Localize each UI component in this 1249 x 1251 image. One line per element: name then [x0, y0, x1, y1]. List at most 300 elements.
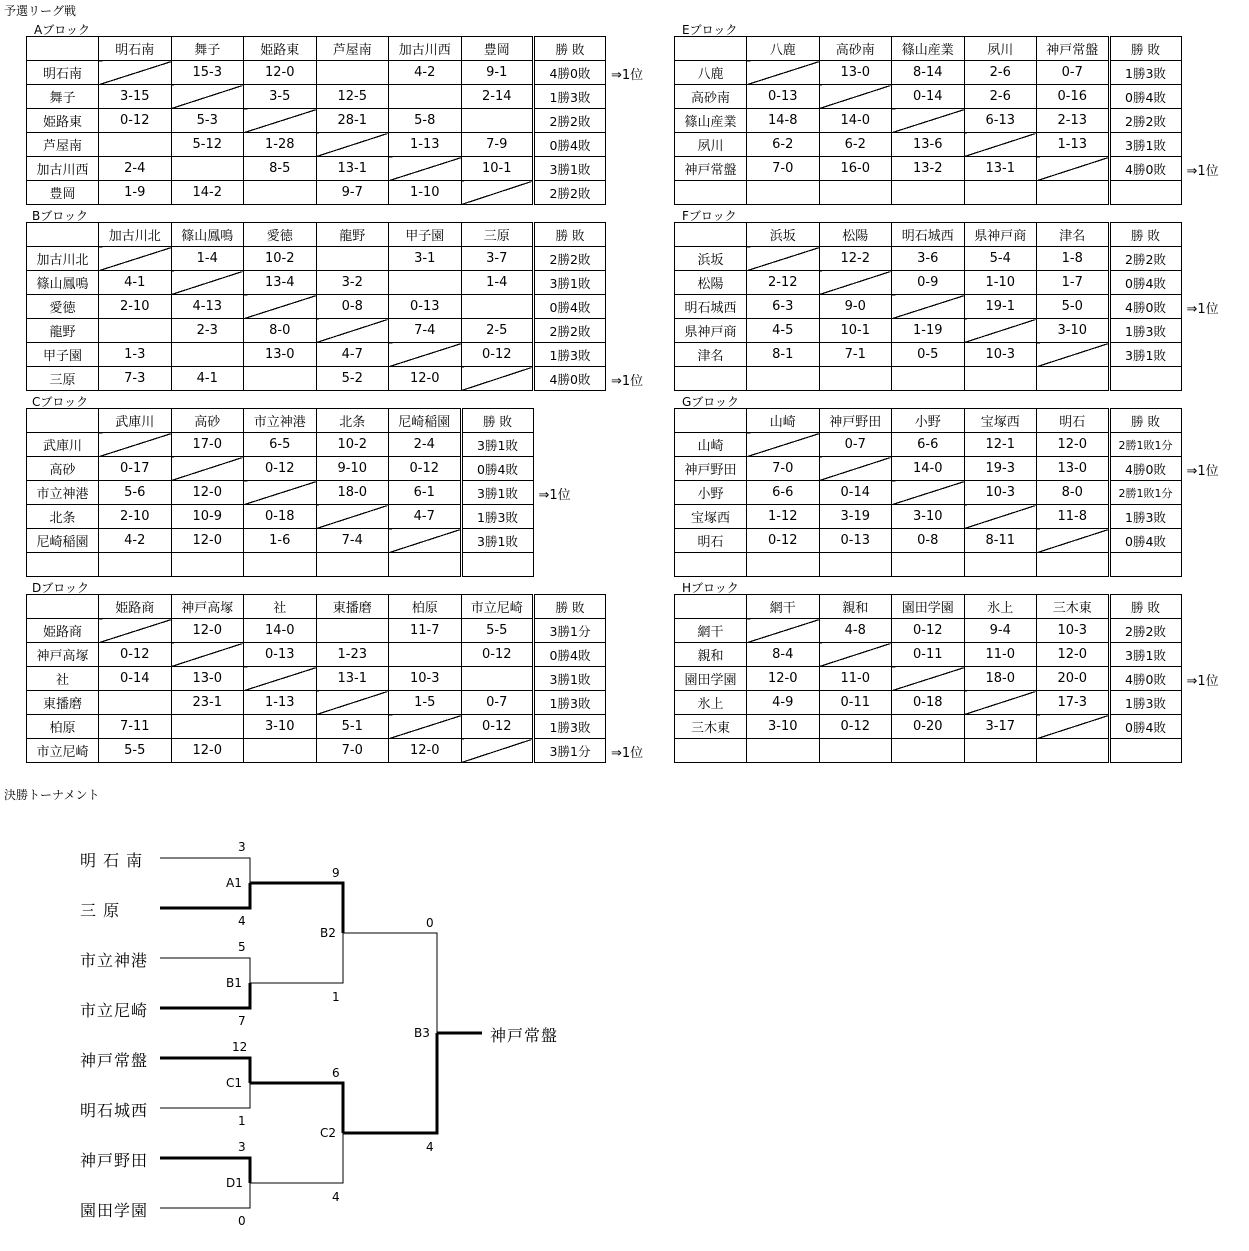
score-cell: 10-3 — [964, 481, 1037, 505]
row-team-name: 明石 — [675, 529, 747, 553]
score-cell: 4-5 — [747, 319, 820, 343]
record-cell: 1勝3敗 — [1109, 61, 1181, 85]
row-team-name: 東播磨 — [27, 691, 99, 715]
row-team-name: 高砂南 — [675, 85, 747, 109]
row-team-name: 網干 — [675, 619, 747, 643]
score-cell: 3-7 — [461, 247, 534, 271]
first-place-note: ⇒1位 — [1186, 164, 1219, 179]
score-cell: 10-3 — [1037, 619, 1110, 643]
record-cell: 4勝0敗 — [534, 61, 606, 85]
score-cell: 7-0 — [747, 157, 820, 181]
match-score: 4 — [238, 914, 246, 928]
row-team-name: 高砂 — [27, 457, 99, 481]
record-cell: 3勝1敗 — [534, 157, 606, 181]
row-team-name: 豊岡 — [27, 181, 99, 205]
column-header: 夙川 — [964, 37, 1037, 61]
score-cell: 7-11 — [99, 715, 172, 739]
score-cell: 10-2 — [244, 247, 317, 271]
score-cell: 5-1 — [316, 715, 389, 739]
column-header: 篠山産業 — [892, 37, 965, 61]
score-cell: 1-5 — [389, 691, 462, 715]
row-team-name: 小野 — [675, 481, 747, 505]
score-cell: 6-6 — [747, 481, 820, 505]
record-cell: 2勝2敗 — [534, 181, 606, 205]
row-team-name: 社 — [27, 667, 99, 691]
score-cell: 0-12 — [747, 529, 820, 553]
record-cell: 1勝3敗 — [461, 505, 533, 529]
score-cell: 14-0 — [892, 457, 965, 481]
record-cell: 2勝2敗 — [1109, 619, 1181, 643]
row-team-name: 甲子園 — [27, 343, 99, 367]
score-cell: 5-0 — [1037, 295, 1110, 319]
match-score: 7 — [238, 1014, 246, 1028]
score-cell: 16-0 — [819, 157, 892, 181]
match-score: 3 — [238, 1140, 246, 1154]
score-cell: 0-12 — [461, 715, 534, 739]
row-team-name: 北条 — [27, 505, 99, 529]
row-team-name: 松陽 — [675, 271, 747, 295]
score-cell: 3-5 — [244, 85, 317, 109]
match-score: 0 — [238, 1214, 246, 1228]
column-header: 豊岡 — [461, 37, 534, 61]
row-team-name: 篠山鳳鳴 — [27, 271, 99, 295]
record-cell: 1勝3敗 — [1109, 319, 1181, 343]
score-cell: 0-5 — [892, 343, 965, 367]
score-cell: 12-1 — [964, 433, 1037, 457]
score-cell: 19-1 — [964, 295, 1037, 319]
score-cell: 2-12 — [747, 271, 820, 295]
row-team-name: 神戸常盤 — [675, 157, 747, 181]
score-cell: 6-6 — [892, 433, 965, 457]
record-cell: 2勝2敗 — [534, 319, 606, 343]
match-score: 5 — [238, 940, 246, 954]
column-header: 神戸高塚 — [171, 595, 244, 619]
record-cell: 4勝0敗 — [1109, 457, 1181, 481]
match-score: 4 — [426, 1140, 434, 1154]
record-cell: 4勝0敗 — [1109, 667, 1181, 691]
first-place-note: ⇒1位 — [611, 374, 644, 389]
match-score: 9 — [332, 866, 340, 880]
bracket-line — [250, 933, 343, 983]
record-header: 勝 敗 — [1109, 37, 1181, 61]
score-cell: 0-7 — [819, 433, 892, 457]
column-header: 尼崎稲園 — [389, 409, 462, 433]
match-score: 12 — [232, 1040, 248, 1054]
record-cell: 0勝4敗 — [534, 133, 606, 157]
score-cell: 11-0 — [964, 643, 1037, 667]
first-place-note: ⇒1位 — [1186, 302, 1219, 317]
score-cell: 12-0 — [389, 739, 462, 763]
record-cell: 2勝1敗1分 — [1109, 433, 1181, 457]
column-header: 愛徳 — [244, 223, 317, 247]
row-team-name: 加古川北 — [27, 247, 99, 271]
score-cell: 1-8 — [1037, 247, 1110, 271]
tournament-team: 神戸野田 — [80, 1151, 149, 1170]
row-team-name: 市立神港 — [27, 481, 99, 505]
score-cell: 0-14 — [99, 667, 172, 691]
score-cell: 1-23 — [316, 643, 389, 667]
score-cell: 6-1 — [389, 481, 462, 505]
score-cell: 18-0 — [964, 667, 1037, 691]
score-cell: 6-2 — [819, 133, 892, 157]
first-place-note: ⇒1位 — [1186, 674, 1219, 689]
score-cell: 18-0 — [316, 481, 389, 505]
score-cell: 20-0 — [1037, 667, 1110, 691]
score-cell: 0-12 — [99, 109, 172, 133]
score-cell: 12-2 — [819, 247, 892, 271]
column-header: 高砂南 — [819, 37, 892, 61]
row-team-name: 篠山産業 — [675, 109, 747, 133]
score-cell: 9-4 — [964, 619, 1037, 643]
score-cell: 5-3 — [171, 109, 244, 133]
score-cell: 4-2 — [99, 529, 172, 553]
row-team-name: 津名 — [675, 343, 747, 367]
record-cell: 3勝1敗 — [461, 481, 533, 505]
score-cell: 0-7 — [1037, 61, 1110, 85]
score-cell: 7-1 — [819, 343, 892, 367]
first-place-note: ⇒1位 — [611, 746, 644, 761]
score-cell: 8-14 — [892, 61, 965, 85]
match-label: B1 — [226, 976, 242, 990]
score-cell: 1-4 — [461, 271, 534, 295]
column-header: 県神戸商 — [964, 223, 1037, 247]
score-cell: 8-4 — [747, 643, 820, 667]
bracket-line — [250, 1133, 343, 1183]
score-cell: 8-5 — [244, 157, 317, 181]
first-place-note: ⇒1位 — [1186, 464, 1219, 479]
score-cell: 3-17 — [964, 715, 1037, 739]
match-label: C1 — [226, 1076, 243, 1090]
score-cell: 2-4 — [389, 433, 462, 457]
score-cell: 1-19 — [892, 319, 965, 343]
column-header: 市立神港 — [244, 409, 317, 433]
score-cell: 4-2 — [389, 61, 462, 85]
score-cell: 28-1 — [316, 109, 389, 133]
block-title-b: Bブロック — [32, 209, 88, 223]
record-cell: 4勝0敗 — [1109, 157, 1181, 181]
score-cell: 12-0 — [1037, 433, 1110, 457]
row-team-name: 武庫川 — [27, 433, 99, 457]
match-score: 1 — [332, 990, 340, 1004]
score-cell: 3-15 — [99, 85, 172, 109]
row-team-name: 宝塚西 — [675, 505, 747, 529]
score-cell: 8-11 — [964, 529, 1037, 553]
record-cell: 0勝4敗 — [534, 295, 606, 319]
score-cell: 7-3 — [99, 367, 172, 391]
score-cell: 11-0 — [819, 667, 892, 691]
score-cell: 0-12 — [389, 457, 462, 481]
score-cell: 10-3 — [389, 667, 462, 691]
record-cell: 1勝3敗 — [1109, 505, 1181, 529]
match-label: B2 — [320, 926, 336, 940]
score-cell: 4-9 — [747, 691, 820, 715]
row-team-name: 三木東 — [675, 715, 747, 739]
score-cell: 0-8 — [892, 529, 965, 553]
column-header: 宝塚西 — [964, 409, 1037, 433]
block-title-c: Cブロック — [32, 395, 89, 409]
tournament-team: 明 石 南 — [80, 851, 144, 870]
score-cell: 2-10 — [99, 295, 172, 319]
score-cell: 0-13 — [244, 643, 317, 667]
column-header: 八鹿 — [747, 37, 820, 61]
column-header: 市立尼崎 — [461, 595, 534, 619]
record-cell: 3勝1敗 — [1109, 343, 1181, 367]
record-header: 勝 敗 — [1109, 595, 1181, 619]
score-cell: 11-8 — [1037, 505, 1110, 529]
column-header: 北条 — [316, 409, 389, 433]
score-cell: 5-5 — [99, 739, 172, 763]
record-cell: 1勝3敗 — [534, 691, 606, 715]
column-header: 龍野 — [316, 223, 389, 247]
score-cell: 2-14 — [461, 85, 534, 109]
score-cell: 0-7 — [461, 691, 534, 715]
match-label: D1 — [226, 1176, 243, 1190]
column-header: 親和 — [819, 595, 892, 619]
column-header: 津名 — [1037, 223, 1110, 247]
score-cell: 14-8 — [747, 109, 820, 133]
column-header: 東播磨 — [316, 595, 389, 619]
tournament-team: 三 原 — [80, 901, 121, 920]
block-title-a: Aブロック — [34, 23, 90, 37]
score-cell: 9-7 — [316, 181, 389, 205]
score-cell: 13-0 — [171, 667, 244, 691]
score-cell: 0-12 — [892, 619, 965, 643]
score-cell: 0-9 — [892, 271, 965, 295]
score-cell: 2-4 — [99, 157, 172, 181]
score-cell: 7-0 — [316, 739, 389, 763]
record-cell: 3勝1分 — [534, 739, 606, 763]
record-cell: 2勝2敗 — [1109, 247, 1181, 271]
row-team-name: 浜坂 — [675, 247, 747, 271]
column-header: 甲子園 — [389, 223, 462, 247]
score-cell: 1-13 — [1037, 133, 1110, 157]
score-cell: 0-17 — [99, 457, 172, 481]
score-cell: 1-13 — [244, 691, 317, 715]
match-label: C2 — [320, 1126, 337, 1140]
record-cell: 4勝0敗 — [1109, 295, 1181, 319]
row-team-name: 姫路東 — [27, 109, 99, 133]
score-cell: 2-13 — [1037, 109, 1110, 133]
record-cell: 4勝0敗 — [534, 367, 606, 391]
column-header: 松陽 — [819, 223, 892, 247]
row-team-name: 明石南 — [27, 61, 99, 85]
column-header: 小野 — [892, 409, 965, 433]
row-team-name: 三原 — [27, 367, 99, 391]
row-team-name: 山崎 — [675, 433, 747, 457]
row-team-name: 龍野 — [27, 319, 99, 343]
score-cell: 3-6 — [892, 247, 965, 271]
column-header: 山崎 — [747, 409, 820, 433]
score-cell: 0-12 — [819, 715, 892, 739]
score-cell: 4-1 — [99, 271, 172, 295]
record-cell: 3勝1敗 — [1109, 133, 1181, 157]
score-cell: 6-5 — [244, 433, 317, 457]
score-cell: 8-0 — [244, 319, 317, 343]
champion-name: 神戸常盤 — [490, 1026, 559, 1045]
score-cell: 1-10 — [964, 271, 1037, 295]
score-cell: 0-13 — [747, 85, 820, 109]
column-header: 芦屋南 — [316, 37, 389, 61]
score-cell: 3-1 — [389, 247, 462, 271]
record-cell: 1勝3敗 — [534, 343, 606, 367]
score-cell: 3-10 — [747, 715, 820, 739]
record-cell: 1勝3敗 — [1109, 691, 1181, 715]
column-header: 加古川北 — [99, 223, 172, 247]
match-score: 4 — [332, 1190, 340, 1204]
column-header: 園田学園 — [892, 595, 965, 619]
score-cell: 6-3 — [747, 295, 820, 319]
first-place-note: ⇒1位 — [538, 488, 571, 503]
score-cell: 3-19 — [819, 505, 892, 529]
bracket-line — [343, 933, 437, 1033]
row-team-name: 加古川西 — [27, 157, 99, 181]
score-cell: 0-18 — [244, 505, 317, 529]
record-cell: 0勝4敗 — [1109, 85, 1181, 109]
row-team-name: 神戸野田 — [675, 457, 747, 481]
score-cell: 7-0 — [747, 457, 820, 481]
score-cell: 12-0 — [747, 667, 820, 691]
score-cell: 3-2 — [316, 271, 389, 295]
block-title-e: Eブロック — [682, 23, 738, 37]
score-cell: 13-2 — [892, 157, 965, 181]
row-team-name: 明石城西 — [675, 295, 747, 319]
tournament-team: 明石城西 — [80, 1101, 149, 1120]
score-cell: 12-0 — [171, 619, 244, 643]
tournament-team: 市立尼崎 — [80, 1001, 149, 1020]
score-cell: 0-12 — [461, 643, 534, 667]
block-title-d: Dブロック — [32, 581, 90, 595]
score-cell: 0-14 — [892, 85, 965, 109]
score-cell: 10-3 — [964, 343, 1037, 367]
score-cell: 12-0 — [389, 367, 462, 391]
column-header: 高砂 — [171, 409, 244, 433]
score-cell: 17-3 — [1037, 691, 1110, 715]
score-cell: 2-6 — [964, 61, 1037, 85]
score-cell: 9-0 — [819, 295, 892, 319]
match-score: 0 — [426, 916, 434, 930]
column-header: 氷上 — [964, 595, 1037, 619]
record-header: 勝 敗 — [534, 37, 606, 61]
score-cell: 1-10 — [389, 181, 462, 205]
record-cell: 0勝4敗 — [1109, 715, 1181, 739]
match-score: 3 — [238, 840, 246, 854]
score-cell: 5-5 — [461, 619, 534, 643]
score-cell: 7-9 — [461, 133, 534, 157]
column-header: 三木東 — [1037, 595, 1110, 619]
score-cell: 13-1 — [316, 667, 389, 691]
row-team-name: 八鹿 — [675, 61, 747, 85]
record-cell: 2勝2敗 — [1109, 109, 1181, 133]
score-cell: 14-0 — [819, 109, 892, 133]
score-cell: 5-4 — [964, 247, 1037, 271]
record-cell: 3勝1敗 — [461, 529, 533, 553]
score-cell: 17-0 — [171, 433, 244, 457]
score-cell: 4-8 — [819, 619, 892, 643]
record-cell: 0勝4敗 — [1109, 271, 1181, 295]
column-header: 柏原 — [389, 595, 462, 619]
score-cell: 3-10 — [244, 715, 317, 739]
row-team-name: 夙川 — [675, 133, 747, 157]
score-cell: 15-3 — [171, 61, 244, 85]
first-place-note: ⇒1位 — [611, 68, 644, 83]
row-team-name: 柏原 — [27, 715, 99, 739]
score-cell: 1-12 — [747, 505, 820, 529]
score-cell: 2-10 — [99, 505, 172, 529]
score-cell: 13-0 — [1037, 457, 1110, 481]
score-cell: 1-28 — [244, 133, 317, 157]
score-cell: 7-4 — [389, 319, 462, 343]
score-cell: 13-4 — [244, 271, 317, 295]
score-cell: 12-0 — [171, 529, 244, 553]
score-cell: 23-1 — [171, 691, 244, 715]
column-header: 篠山鳳鳴 — [171, 223, 244, 247]
record-header: 勝 敗 — [1109, 409, 1181, 433]
column-header: 明石城西 — [892, 223, 965, 247]
column-header: 網干 — [747, 595, 820, 619]
row-team-name: 神戸高塚 — [27, 643, 99, 667]
score-cell: 13-0 — [244, 343, 317, 367]
score-cell: 13-0 — [819, 61, 892, 85]
score-cell: 11-7 — [389, 619, 462, 643]
score-cell: 1-4 — [171, 247, 244, 271]
score-cell: 0-8 — [316, 295, 389, 319]
column-header: 武庫川 — [99, 409, 172, 433]
score-cell: 13-1 — [316, 157, 389, 181]
score-cell: 2-5 — [461, 319, 534, 343]
score-cell: 8-1 — [747, 343, 820, 367]
record-cell: 3勝1分 — [534, 619, 606, 643]
record-cell: 2勝2敗 — [534, 247, 606, 271]
match-score: 1 — [238, 1114, 246, 1128]
score-cell: 12-5 — [316, 85, 389, 109]
score-cell: 1-6 — [244, 529, 317, 553]
record-header: 勝 敗 — [534, 223, 606, 247]
score-cell: 10-9 — [171, 505, 244, 529]
score-cell: 12-0 — [171, 739, 244, 763]
column-header: 明石 — [1037, 409, 1110, 433]
bracket-line-winner — [343, 1033, 437, 1133]
score-cell: 2-3 — [171, 319, 244, 343]
tournament-team: 神戸常盤 — [80, 1051, 149, 1070]
row-team-name: 尼崎稲園 — [27, 529, 99, 553]
row-team-name: 氷上 — [675, 691, 747, 715]
record-cell: 0勝4敗 — [461, 457, 533, 481]
score-cell: 6-13 — [964, 109, 1037, 133]
score-cell: 1-3 — [99, 343, 172, 367]
score-cell: 0-13 — [389, 295, 462, 319]
score-cell: 9-1 — [461, 61, 534, 85]
record-cell: 1勝3敗 — [534, 715, 606, 739]
row-team-name: 舞子 — [27, 85, 99, 109]
score-cell: 8-0 — [1037, 481, 1110, 505]
score-cell: 1-13 — [389, 133, 462, 157]
score-cell: 4-1 — [171, 367, 244, 391]
score-cell: 12-0 — [171, 481, 244, 505]
score-cell: 0-12 — [461, 343, 534, 367]
record-cell: 3勝1敗 — [534, 667, 606, 691]
score-cell: 0-12 — [99, 643, 172, 667]
score-cell: 0-13 — [819, 529, 892, 553]
column-header: 姫路商 — [99, 595, 172, 619]
score-cell: 10-2 — [316, 433, 389, 457]
tournament-team: 市立神港 — [80, 951, 149, 970]
tournament-team: 園田学園 — [80, 1201, 149, 1220]
score-cell: 0-14 — [819, 481, 892, 505]
row-team-name: 姫路商 — [27, 619, 99, 643]
column-header: 明石南 — [99, 37, 172, 61]
column-header: 神戸野田 — [819, 409, 892, 433]
match-label: A1 — [226, 876, 242, 890]
